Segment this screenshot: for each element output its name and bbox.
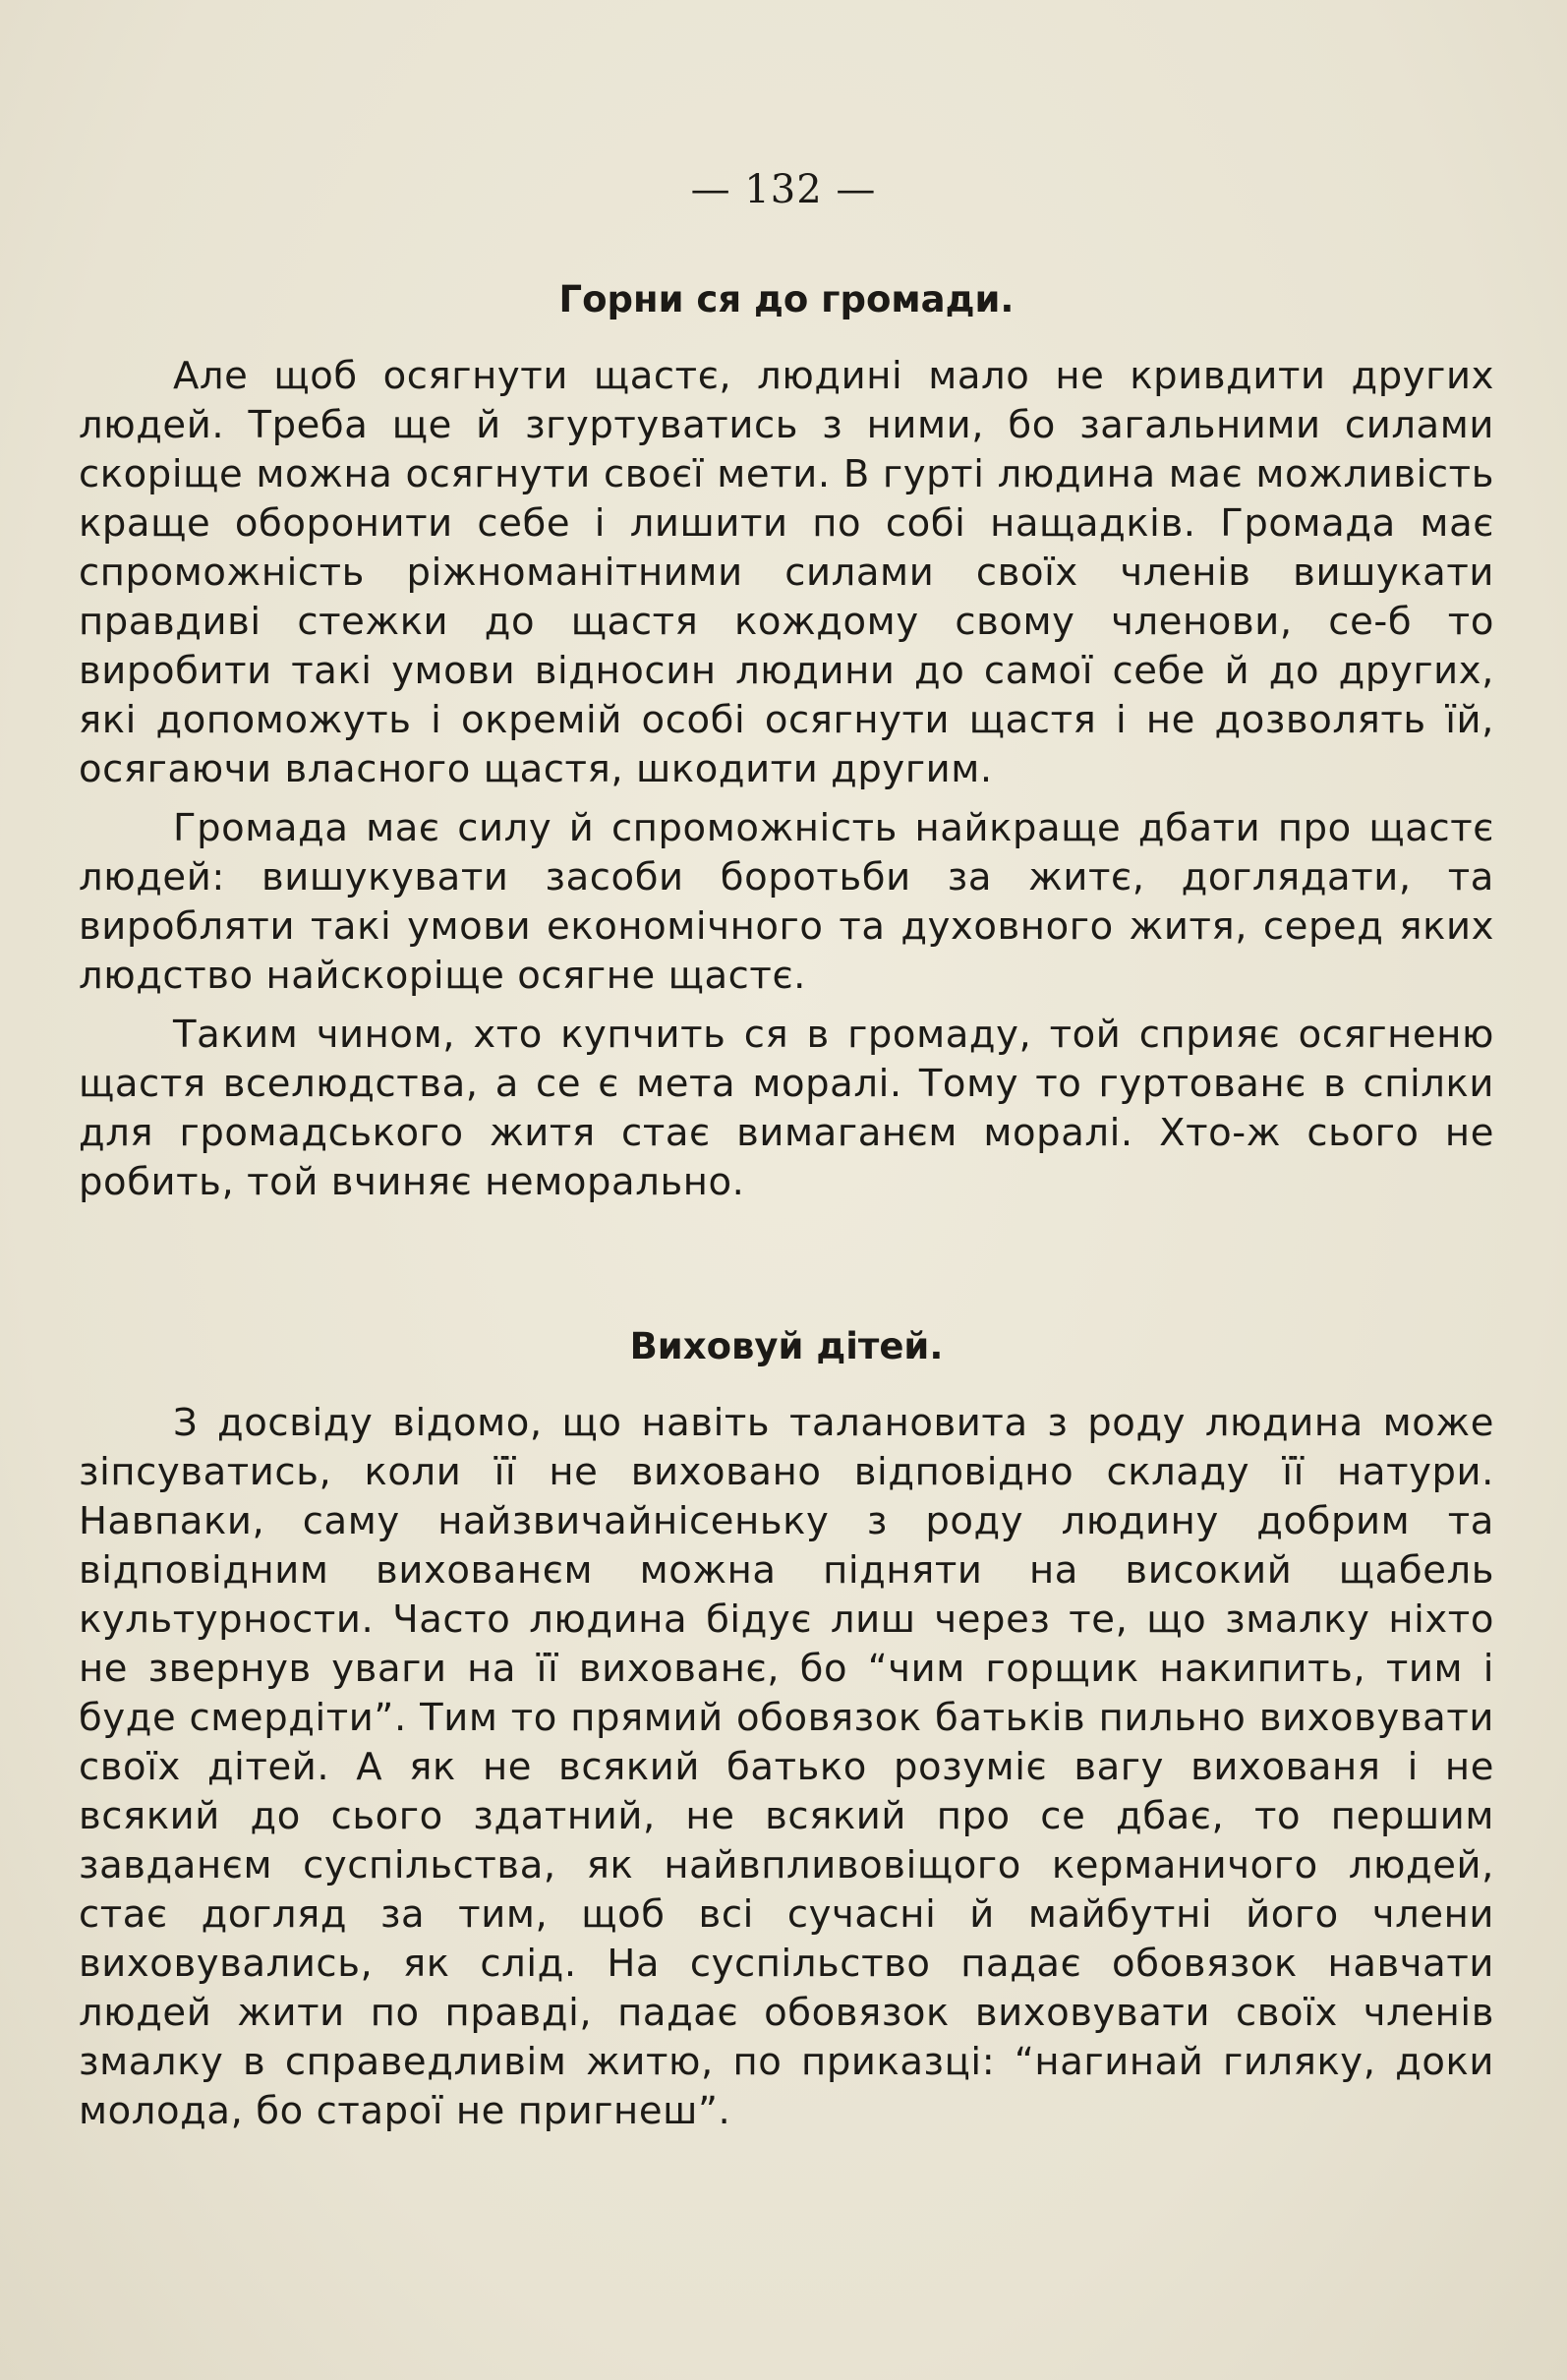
section-unite-in-community (79, 275, 1494, 1217)
paragraph: З досвіду відомо, що навіть талановита з роду людина може зіпсуватись, коли її не виховано відповідно складу її натури. Навпаки, саму найзвичайнісеньку з роду людину добрим та відповідним вихованєм можна підняти на високий щабель культурности. Часто людина бідує лиш через те, що змалку ніхто не звернув уваги на її вихованє, бо “чим горщик накипить, тим і буде смердіти”. Тим то прямий обовязок батьків пильно виховувати своїх дітей. А як не всякий батько розуміє вагу вихованя і не всякий до сього здатний, не всякий про се дбає, то першим завданєм суспільства, як найвпливовіщого керманичого людей, стає догляд за тим, щоб всі сучасні й майбутні його члени виховувались, як слід. На суспільство падає обовязок навчати людей жити по правді, падає обовязок виховувати своїх членів змалку в справедливім житю, по приказці: “нагинай гиляку, доки молода, бо старої не пригнеш”. (79, 1401, 1494, 2133)
paragraph: Таким чином, хто купчить ся в громаду, той сприяє осягненю щастя вселюдства, а се є мета моралі. Тому то гуртованє в спілки для громадського житя стає вимаганєм моралі. Хто-ж сього не робить, той вчиняє неморально. (79, 1013, 1494, 1204)
paragraph: Але щоб осягнути щастє, людині мало не кривдити других людей. Треба ще й згуртуватись з ними, бо загальними силами скоріще можна осягнути своєї мети. В гурті людина має можливість краще оборонити себе і лишити по собі нащадків. Громада має спроможність ріжноманітними силами своїх членів вишукати правдиві стежки до щастя кождому свому членови, се-б то виробити такі умови відносин людини до самої себе й до других, які допоможуть і окремій особі осягнути щастя і не дозволять їй, осягаючи власного щастя, шкодити другим. (79, 354, 1494, 791)
section-heading: Горни ся до громади. (558, 278, 1015, 320)
section-raise-children (79, 1322, 1494, 2146)
section-heading: Виховуй дітей. (629, 1325, 944, 1367)
paragraph: Громада має силу й спроможність найкраще дбати про щастє людей: вишукувати засоби боротьби за житє, доглядати, та виробляти такі умови економічного та духовного житя, серед яких людство найскоріще осягне щастє. (79, 806, 1494, 998)
page-number: — 132 — (690, 167, 877, 212)
